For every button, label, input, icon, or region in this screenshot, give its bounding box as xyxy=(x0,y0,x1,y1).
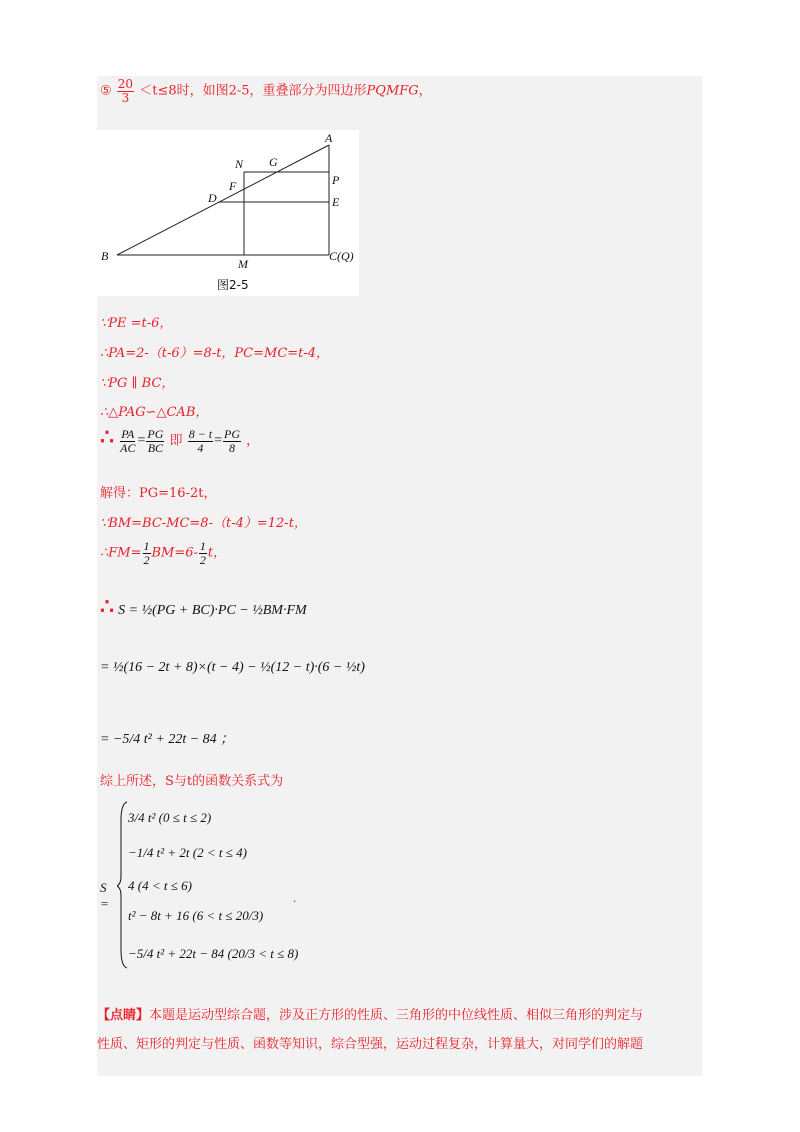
figure-caption: 图2-5 xyxy=(217,278,249,292)
summary-text: 综上所述，S与t的函数关系式为 xyxy=(100,774,284,789)
comment-line-2: 性质、矩形的判定与性质、函数等知识，综合型强，运动过程复杂，计算量大，对同学们的解题 xyxy=(97,1037,644,1052)
case-five-heading: ⑤ $\frac{20}{3}$ ＜t≤8时，如图2-5，重叠部分为四边形PQMFG， xyxy=(100,77,432,105)
label-F: F xyxy=(229,179,237,193)
case-3: 4 (4 < t ≤ 6) xyxy=(128,878,192,893)
label-M: M xyxy=(238,257,248,271)
case-2: −1/4 t² + 2t (2 < t ≤ 4) xyxy=(128,845,247,860)
label-G: G xyxy=(269,155,278,169)
label-A: A xyxy=(325,131,333,145)
step-PG-parallel: ∵PG ∥ BC， xyxy=(100,376,175,391)
step-BM: ∵BM=BC-MC=8-（t-4）=12-t， xyxy=(100,516,307,531)
area-formula-3: = −5/4 t² + 22t − 84 ； xyxy=(100,732,235,747)
step-PA-PC: ∴PA=2-（t-6）=8-t，PC=MC=t-4， xyxy=(100,346,330,361)
step-proportion: ∴ $\frac{PA}{AC}$ = $\frac{PG}{BC}$ 即 $\frac{8 - t}{4}$ = $\frac{PG}{8}$ ， xyxy=(100,424,260,455)
line-BA xyxy=(117,145,329,255)
label-E: E xyxy=(332,195,340,209)
label-B: B xyxy=(101,249,109,263)
step-similar-triangles: ∴△PAG∽△CAB， xyxy=(100,405,209,420)
step-PE: ∵PE =t-6， xyxy=(100,316,173,331)
area-formula-1: ∴ S = ½(PG + BC)·PC − ½BM·FM xyxy=(100,594,307,620)
case-4: t² − 8t + 16 (6 < t ≤ 20/3) xyxy=(128,908,264,923)
step-FM: ∴FM= $\frac{1}{2}$ BM=6- $\frac{1}{2}$ t， xyxy=(100,539,227,567)
area-formula-2: = ½(16 − 2t + 8)×(t − 4) − ½(12 − t)·(6 − ½t) xyxy=(100,660,365,675)
case-5: −5/4 t² + 22t − 84 (20/3 < t ≤ 8) xyxy=(128,946,299,961)
label-P: P xyxy=(332,173,340,187)
case-1: 3/4 t² (0 ≤ t ≤ 2) xyxy=(128,810,212,825)
fraction-20-3: $\frac{20}{3}$ xyxy=(117,77,134,105)
figure-svg xyxy=(97,130,359,296)
label-CQ: C(Q) xyxy=(329,249,354,263)
label-D: D xyxy=(208,191,217,205)
geometry-figure xyxy=(97,130,359,296)
step-solve-PG: 解得：PG=16-2t， xyxy=(100,486,217,501)
label-N: N xyxy=(235,157,244,171)
comment-line-1: 【点睛】本题是运动型综合题，涉及正方形的性质、三角形的中位线性质、相似三角形的判定与 xyxy=(97,1008,644,1023)
circled-number: ⑤ xyxy=(100,83,112,99)
